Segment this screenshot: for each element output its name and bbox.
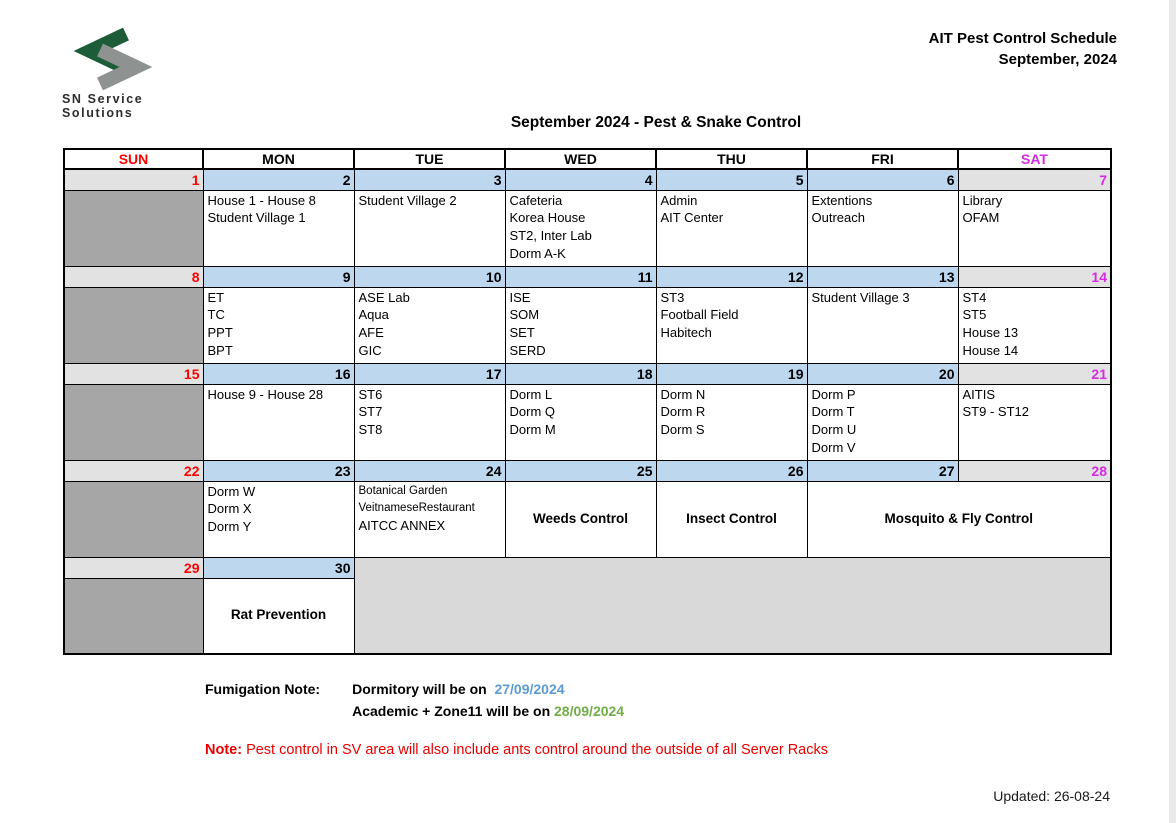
schedule-line: House 9 - House 28: [207, 386, 324, 402]
date-cell-3: 3: [354, 169, 505, 190]
fumigation-line1-date: 27/09/2024: [494, 681, 565, 697]
date-cell-17: 17: [354, 363, 505, 384]
updated-stamp: Updated: 26-08-24: [993, 788, 1110, 804]
schedule-line: House 14: [962, 343, 1019, 359]
schedule-line: Botanical Garden: [358, 484, 448, 497]
date-cell-22: 22: [64, 460, 203, 481]
schedule-line: Dorm Y: [207, 519, 252, 535]
fumigation-note-lines: [352, 678, 624, 722]
date-cell-28: 28: [958, 460, 1111, 481]
schedule-cell: [203, 481, 354, 557]
date-cell-16: 16: [203, 363, 354, 384]
schedule-line: Dorm L: [509, 386, 553, 402]
empty-sunday-cell: [64, 481, 203, 557]
schedule-line: ST4: [962, 289, 987, 305]
day-header-wed: WED: [505, 149, 656, 169]
date-cell-21: 21: [958, 363, 1111, 384]
day-header-tue: TUE: [354, 149, 505, 169]
schedule-line: Outreach: [811, 210, 865, 226]
schedule-line: Dorm U: [811, 422, 857, 438]
date-cell-11: 11: [505, 266, 656, 287]
schedule-line: ST3: [660, 289, 685, 305]
note-label: Note:: [205, 742, 243, 758]
content-row-week-3: [64, 384, 1111, 460]
page-edge-strip: [1169, 0, 1176, 823]
schedule-line: VeitnameseRestaurant: [358, 501, 475, 514]
schedule-line: BPT: [207, 343, 233, 359]
schedule-cell: [958, 287, 1111, 363]
schedule-line: Student Village 1: [207, 210, 306, 226]
schedule-cell: [354, 384, 505, 460]
schedule-line: GIC: [358, 343, 382, 359]
calendar-table-wrap: [63, 148, 1112, 655]
schedule-line: OFAM: [962, 210, 1000, 226]
schedule-line: SET: [509, 325, 535, 341]
calendar-table: [63, 148, 1112, 655]
schedule-cell: [354, 481, 505, 557]
schedule-line: Korea House: [509, 210, 586, 226]
schedule-cell: [354, 190, 505, 266]
logo-text: [62, 92, 192, 121]
schedule-line: Dorm W: [207, 483, 256, 499]
date-cell-24: 24: [354, 460, 505, 481]
schedule-cell: [505, 190, 656, 266]
schedule-line: Habitech: [660, 325, 712, 341]
date-cell-30: 30: [203, 557, 354, 578]
schedule-line: SERD: [509, 343, 546, 359]
schedule-line: SOM: [509, 307, 540, 323]
schedule-line: Dorm X: [207, 501, 252, 517]
date-row-week-2: [64, 266, 1111, 287]
day-header-mon: MON: [203, 149, 354, 169]
day-header-sun: SUN: [64, 149, 203, 169]
schedule-line: ST9 - ST12: [962, 404, 1029, 420]
date-cell-10: 10: [354, 266, 505, 287]
date-row-week-5: [64, 557, 1111, 578]
schedule-line: Dorm P: [811, 386, 856, 402]
schedule-line: ST8: [358, 422, 383, 438]
schedule-cell: [505, 384, 656, 460]
schedule-cell: [203, 190, 354, 266]
fumigation-line2-date: 28/09/2024: [554, 703, 625, 719]
date-row-week-4: [64, 460, 1111, 481]
date-cell-18: 18: [505, 363, 656, 384]
date-cell-5: 5: [656, 169, 807, 190]
activity-cell: Weeds Control: [505, 481, 656, 557]
date-cell-4: 4: [505, 169, 656, 190]
fumigation-line-1: [352, 678, 624, 700]
calendar-title: September 2024 - Pest & Snake Control: [510, 114, 802, 131]
schedule-cell: [505, 287, 656, 363]
empty-sunday-cell: [64, 384, 203, 460]
date-cell-6: 6: [807, 169, 958, 190]
date-cell-13: 13: [807, 266, 958, 287]
schedule-line: TC: [207, 307, 225, 323]
empty-sunday-cell: [64, 190, 203, 266]
schedule-line: Dorm V: [811, 440, 856, 456]
day-header-fri: FRI: [807, 149, 958, 169]
schedule-line: Dorm T: [811, 404, 855, 420]
date-cell-20: 20: [807, 363, 958, 384]
date-cell-26: 26: [656, 460, 807, 481]
empty-block: [354, 557, 1111, 654]
date-cell-19: 19: [656, 363, 807, 384]
date-row-week-1: [64, 169, 1111, 190]
schedule-line: AITCC ANNEX: [358, 518, 446, 533]
content-row-week-1: [64, 190, 1111, 266]
schedule-line: ST7: [358, 404, 383, 420]
schedule-line: Student Village 3: [811, 289, 910, 305]
server-racks-note: [205, 742, 828, 758]
schedule-line: AIT Center: [660, 210, 724, 226]
schedule-cell: [656, 287, 807, 363]
date-cell-27: 27: [807, 460, 958, 481]
schedule-cell: [807, 384, 958, 460]
date-cell-23: 23: [203, 460, 354, 481]
document-header: [929, 28, 1117, 70]
activity-cell: Rat Prevention: [203, 578, 354, 654]
schedule-line: Dorm N: [660, 386, 706, 402]
schedule-line: ISE: [509, 289, 531, 305]
schedule-line: ET: [207, 289, 225, 305]
date-cell-12: 12: [656, 266, 807, 287]
date-cell-7: 7: [958, 169, 1111, 190]
date-cell-9: 9: [203, 266, 354, 287]
date-cell-29: 29: [64, 557, 203, 578]
schedule-cell: [203, 384, 354, 460]
schedule-line: ST2, Inter Lab: [509, 228, 592, 244]
activity-cell: Mosquito & Fly Control: [807, 481, 1111, 557]
empty-sunday-cell: [64, 578, 203, 654]
fumigation-note-label: Fumigation Note:: [205, 681, 321, 697]
schedule-line: PPT: [207, 325, 233, 341]
content-row-week-2: [64, 287, 1111, 363]
sn-logo-icon: [68, 26, 154, 90]
date-cell-2: 2: [203, 169, 354, 190]
schedule-line: Library: [962, 192, 1003, 208]
schedule-line: Admin: [660, 192, 698, 208]
empty-sunday-cell: [64, 287, 203, 363]
day-header-row: [64, 149, 1111, 169]
date-cell-15: 15: [64, 363, 203, 384]
schedule-line: Cafeteria: [509, 192, 563, 208]
schedule-line: Extentions: [811, 192, 873, 208]
schedule-cell: [958, 384, 1111, 460]
schedule-cell: [656, 384, 807, 460]
schedule-line: ST5: [962, 307, 987, 323]
schedule-line: AFE: [358, 325, 384, 341]
schedule-line: AITIS: [962, 386, 996, 402]
fumigation-line2-text: Academic + Zone11 will be on: [352, 703, 551, 719]
day-header-sat: SAT: [958, 149, 1111, 169]
logo-text-line1: SN Service: [62, 92, 144, 106]
schedule-cell: [354, 287, 505, 363]
activity-cell: Insect Control: [656, 481, 807, 557]
content-row-week-4: [64, 481, 1111, 557]
sn-service-solutions-logo: [62, 26, 192, 121]
schedule-cell: [656, 190, 807, 266]
schedule-line: Aqua: [358, 307, 389, 323]
schedule-cell: [203, 287, 354, 363]
doc-subtitle: September, 2024: [998, 51, 1117, 68]
schedule-line: Dorm M: [509, 422, 556, 438]
schedule-line: ST6: [358, 386, 383, 402]
fumigation-line-2: [352, 700, 624, 722]
schedule-line: House 1 - House 8: [207, 192, 316, 208]
schedule-line: Dorm S: [660, 422, 705, 438]
schedule-cell: [958, 190, 1111, 266]
date-row-week-3: [64, 363, 1111, 384]
logo-text-line2: Solutions: [62, 106, 134, 121]
date-cell-25: 25: [505, 460, 656, 481]
fumigation-line1-text: Dormitory will be on: [352, 681, 487, 697]
date-cell-14: 14: [958, 266, 1111, 287]
schedule-line: Dorm R: [660, 404, 706, 420]
date-cell-1: 1: [64, 169, 203, 190]
doc-title: AIT Pest Control Schedule: [928, 30, 1117, 47]
schedule-line: ASE Lab: [358, 289, 410, 305]
fumigation-note: [205, 678, 624, 722]
schedule-line: Football Field: [660, 307, 739, 323]
day-header-thu: THU: [656, 149, 807, 169]
schedule-line: House 13: [962, 325, 1019, 341]
schedule-line: Dorm A-K: [509, 246, 566, 262]
schedule-line: Student Village 2: [358, 192, 457, 208]
note-text: Pest control in SV area will also include ants control around the outside of all Server Racks: [246, 742, 828, 758]
schedule-line: Dorm Q: [509, 404, 555, 420]
schedule-cell: [807, 190, 958, 266]
schedule-cell: [807, 287, 958, 363]
date-cell-8: 8: [64, 266, 203, 287]
